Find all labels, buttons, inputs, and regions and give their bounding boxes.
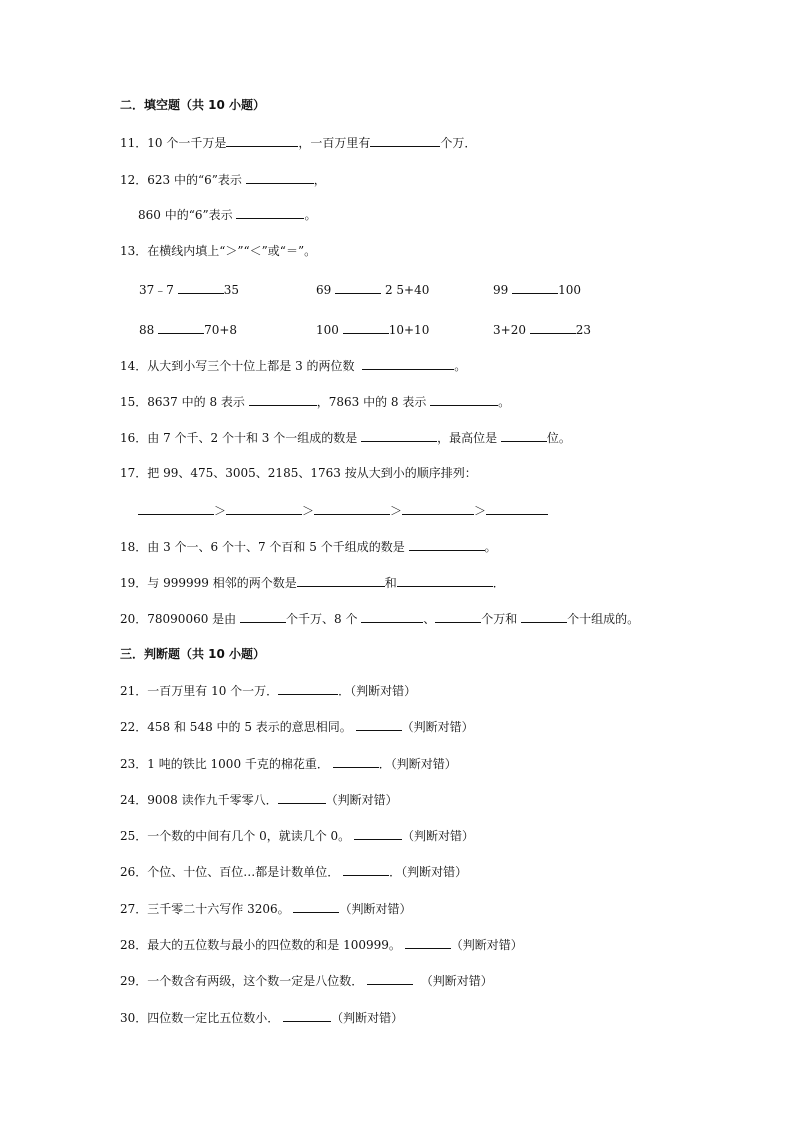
q13-row2-cell3 bbox=[493, 320, 591, 338]
q13-r1c1-blank[interactable] bbox=[178, 280, 224, 294]
question-12-line2 bbox=[138, 205, 316, 223]
q30-text-a: 30．四位数一定比五位数小． bbox=[120, 1011, 280, 1025]
q12-text-a: 12．623 中的“6”表示 bbox=[120, 173, 242, 187]
question-20 bbox=[120, 609, 639, 627]
q24-blank[interactable] bbox=[278, 790, 326, 804]
question-27 bbox=[120, 899, 411, 917]
q17-gt-1: ＞ bbox=[214, 504, 227, 518]
question-15 bbox=[120, 392, 510, 410]
q25-text-a: 25．一个数的中间有几个 0，就读几个 0。 bbox=[120, 829, 351, 843]
q14-text-b: 。 bbox=[454, 359, 467, 373]
q13-row1-cell2 bbox=[316, 280, 429, 298]
q17-gt-2: ＞ bbox=[302, 504, 315, 518]
q16-blank-2[interactable] bbox=[501, 428, 547, 442]
q12-blank-2[interactable] bbox=[236, 205, 304, 219]
q16-blank-1[interactable] bbox=[361, 428, 437, 442]
question-19 bbox=[120, 573, 505, 591]
question-23 bbox=[120, 754, 457, 772]
q13-r2c3-right: 23 bbox=[575, 323, 592, 337]
q11-text-a: 11．10 个一千万是 bbox=[120, 136, 227, 150]
q19-blank-2[interactable] bbox=[397, 573, 493, 587]
q30-blank[interactable] bbox=[283, 1008, 331, 1022]
q20-text-b: 个千万、8 个 bbox=[286, 612, 358, 626]
q13-r1c2-left: 69 bbox=[316, 283, 332, 297]
q20-blank-3[interactable] bbox=[435, 609, 481, 623]
q16-text-a: 16．由 7 个千、2 个十和 3 个一组成的数是 bbox=[120, 431, 358, 445]
q21-text-b: ．（判断对错） bbox=[338, 684, 417, 698]
question-26 bbox=[120, 862, 467, 880]
q16-text-b: ，最高位是 bbox=[437, 431, 498, 445]
q19-text-a: 19．与 999999 相邻的两个数是 bbox=[120, 576, 297, 590]
q30-text-b: （判断对错） bbox=[331, 1011, 404, 1025]
q21-text-a: 21．一百万里有 10 个一万． bbox=[120, 684, 279, 698]
q28-text-b: （判断对错） bbox=[450, 938, 523, 952]
q22-text-b: （判断对错） bbox=[401, 720, 474, 734]
q12-text-c: 860 中的“6”表示 bbox=[138, 208, 233, 222]
q23-text-b: ．（判断对错） bbox=[378, 757, 457, 771]
q22-blank[interactable] bbox=[356, 717, 402, 731]
q20-text-e: 个十组成的。 bbox=[567, 612, 640, 626]
question-11 bbox=[120, 133, 476, 151]
question-24 bbox=[120, 790, 398, 808]
q27-text-a: 27．三千零二十六写作 3206。 bbox=[120, 902, 290, 916]
q20-blank-4[interactable] bbox=[521, 609, 567, 623]
q15-text-a: 15．8637 中的 8 表示 bbox=[120, 395, 245, 409]
q12-text-b: ， bbox=[313, 173, 326, 187]
q22-text-a: 22．458 和 548 中的 5 表示的意思相同。 bbox=[120, 720, 352, 734]
q13-r1c3-right: 100 bbox=[558, 283, 582, 297]
q15-blank-1[interactable] bbox=[249, 392, 317, 406]
question-12-line1 bbox=[120, 170, 326, 188]
q17-gt-4: ＞ bbox=[474, 504, 487, 518]
q18-text-a: 18．由 3 个一、6 个十、7 个百和 5 个千组成的数是 bbox=[120, 540, 405, 554]
q13-r1c1-right: 35 bbox=[223, 283, 240, 297]
q20-text-d: 个万和 bbox=[481, 612, 518, 626]
q13-r1c2-right: 2 5+40 bbox=[384, 283, 430, 297]
q13-r2c2-left: 100 bbox=[316, 323, 339, 337]
q24-text-a: 24．9008 读作九千零零八． bbox=[120, 793, 278, 807]
question-18 bbox=[120, 537, 497, 555]
q15-text-b: ，7863 中的 8 表示 bbox=[316, 395, 427, 409]
q26-text-a: 26．个位、十位、百位…都是计数单位． bbox=[120, 865, 340, 879]
q17-blank-2[interactable] bbox=[226, 501, 302, 515]
question-29 bbox=[120, 971, 493, 989]
q14-text-a: 14．从大到小写三个十位上都是 3 的两位数 bbox=[120, 359, 355, 373]
q17-blank-4[interactable] bbox=[402, 501, 474, 515]
question-22 bbox=[120, 717, 474, 735]
question-17-stem: 17．把 99、475、3005、2185、1763 按从大到小的顺序排列： bbox=[120, 466, 477, 480]
q25-blank[interactable] bbox=[354, 826, 402, 840]
q13-r1c3-blank[interactable] bbox=[512, 280, 558, 294]
q17-gt-3: ＞ bbox=[390, 504, 403, 518]
question-30 bbox=[120, 1008, 403, 1026]
q12-blank-1[interactable] bbox=[246, 170, 314, 184]
q12-text-d: 。 bbox=[304, 208, 317, 222]
q29-text-b: （判断对错） bbox=[420, 974, 493, 988]
q13-r1c3-left: 99 bbox=[493, 283, 509, 297]
q13-r2c2-blank[interactable] bbox=[343, 320, 389, 334]
q17-blank-5[interactable] bbox=[486, 501, 548, 515]
q13-row2-cell1 bbox=[139, 320, 237, 338]
q13-row1-cell3 bbox=[493, 280, 581, 298]
q20-blank-1[interactable] bbox=[240, 609, 286, 623]
q17-blank-3[interactable] bbox=[314, 501, 390, 515]
q11-text-b: ，一百万里有 bbox=[298, 136, 371, 150]
q19-blank-1[interactable] bbox=[297, 573, 385, 587]
q25-text-b: （判断对错） bbox=[402, 829, 475, 843]
question-14 bbox=[120, 356, 466, 374]
q15-blank-2[interactable] bbox=[430, 392, 498, 406]
q11-text-c: 个万． bbox=[440, 136, 477, 150]
question-16 bbox=[120, 428, 571, 446]
q19-text-c: ． bbox=[492, 576, 505, 590]
question-13-stem: 13．在横线内填上“＞”“＜”或“＝”。 bbox=[120, 244, 317, 258]
q11-blank-2[interactable] bbox=[370, 133, 440, 147]
q29-blank[interactable] bbox=[367, 971, 413, 985]
question-17-answer bbox=[138, 501, 548, 519]
q17-blank-1[interactable] bbox=[138, 501, 214, 515]
section2-heading: 二．填空题（共 10 小题） bbox=[120, 98, 266, 112]
q18-text-b: 。 bbox=[484, 540, 497, 554]
q11-blank-1[interactable] bbox=[226, 133, 298, 147]
q13-row2-cell2 bbox=[316, 320, 429, 338]
q13-r2c3-left: 3+20 bbox=[493, 323, 526, 337]
q20-text-c: 、 bbox=[423, 612, 436, 626]
q24-text-b: （判断对错） bbox=[325, 793, 398, 807]
q15-text-c: 。 bbox=[498, 395, 511, 409]
q23-text-a: 23．1 吨的铁比 1000 千克的棉花重． bbox=[120, 757, 329, 771]
q27-text-b: （判断对错） bbox=[339, 902, 412, 916]
section3-heading: 三．判断题（共 10 小题） bbox=[120, 647, 266, 661]
q20-blank-2[interactable] bbox=[361, 609, 423, 623]
q19-text-b: 和 bbox=[384, 576, 397, 590]
q23-blank[interactable] bbox=[333, 754, 379, 768]
q13-r1c2-blank[interactable] bbox=[335, 280, 381, 294]
question-28 bbox=[120, 935, 523, 953]
q13-r2c1-right: 70+8 bbox=[204, 323, 238, 337]
q13-r2c3-blank[interactable] bbox=[530, 320, 576, 334]
q27-blank[interactable] bbox=[293, 899, 339, 913]
q26-blank[interactable] bbox=[343, 862, 389, 876]
question-25 bbox=[120, 826, 474, 844]
q29-text-a: 29．一个数含有两级，这个数一定是八位数． bbox=[120, 974, 364, 988]
q16-text-c: 位。 bbox=[546, 431, 571, 445]
q13-row1-cell1 bbox=[139, 280, 239, 298]
q13-r1c1-left: 37﹣7 bbox=[139, 283, 174, 297]
q14-blank[interactable] bbox=[362, 356, 454, 370]
q26-text-b: ．（判断对错） bbox=[389, 865, 468, 879]
q20-text-a: 20．78090060 是由 bbox=[120, 612, 237, 626]
q28-blank[interactable] bbox=[405, 935, 451, 949]
q13-r2c1-left: 88 bbox=[139, 323, 155, 337]
q13-r2c1-blank[interactable] bbox=[158, 320, 204, 334]
q13-r2c2-right: 10+10 bbox=[388, 323, 430, 337]
q18-blank[interactable] bbox=[409, 537, 485, 551]
question-21 bbox=[120, 681, 416, 699]
q28-text-a: 28．最大的五位数与最小的四位数的和是 100999。 bbox=[120, 938, 401, 952]
q21-blank[interactable] bbox=[278, 681, 338, 695]
